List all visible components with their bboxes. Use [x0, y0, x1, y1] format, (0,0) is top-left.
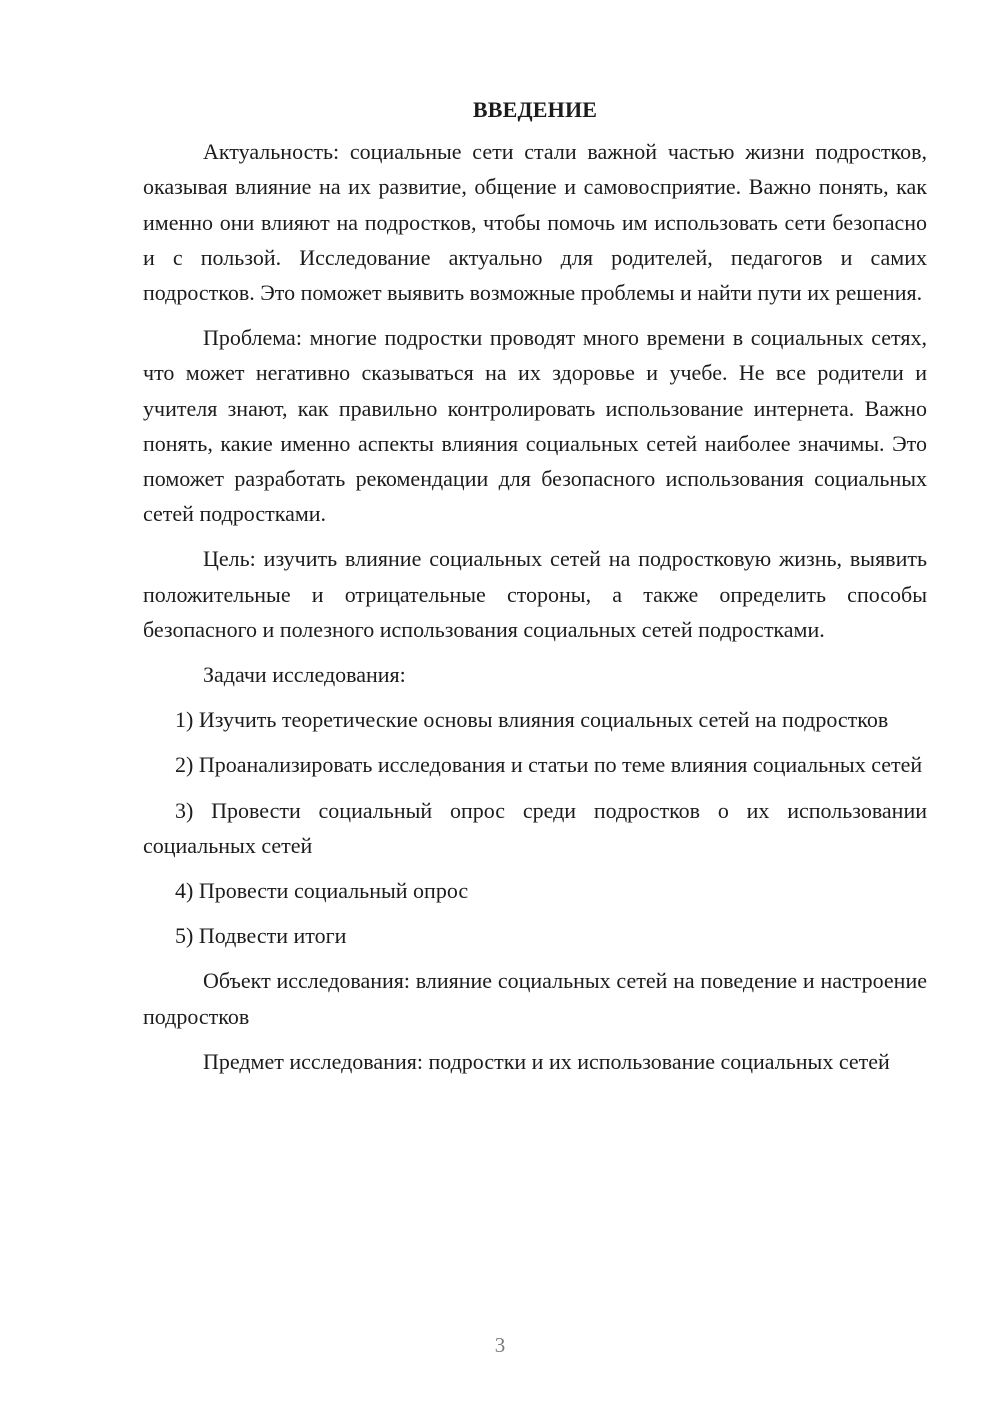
- page-number: 3: [494, 1333, 506, 1357]
- relevance-paragraph: Актуальность: социальные сети стали важной частью жизни подростков, оказывая влияние на их развитие, общение и самовосприятие. Важно понять, как именно они влияют на подростков, чтобы помочь им использовать сети безопасно и с пользой. Исследование актуально для родителей, педагогов и самих подростков. Это поможет выявить возможные проблемы и найти пути их решения.: [143, 139, 927, 306]
- list-item: 5) Подвести итоги: [175, 923, 347, 949]
- list-item: 2) Проанализировать исследования и статьи по теме влияния социальных сетей: [175, 752, 923, 778]
- section-title: ВВЕДЕНИЕ: [472, 97, 598, 122]
- tasks-list: [143, 702, 927, 953]
- subject-paragraph: Предмет исследования: подростки и их использование социальных сетей: [203, 1048, 890, 1074]
- page-number-container: [35, 1333, 1000, 1358]
- goal-paragraph: Цель: изучить влияние социальных сетей на подростковую жизнь, выявить положительные и отрицательные стороны, а также определить способы безопасного и полезного использования социальных сетей подростками.: [143, 546, 927, 642]
- object-paragraph: Объект исследования: влияние социальных сетей на поведение и настроение подростков: [143, 968, 927, 1029]
- list-item: 1) Изучить теоретические основы влияния социальных сетей на подростков: [175, 707, 889, 733]
- tasks-heading: Задачи исследования:: [203, 662, 406, 688]
- page-content: [143, 92, 927, 1089]
- list-item: 3) Провести социальный опрос среди подростков о их использовании социальных сетей: [143, 797, 927, 858]
- list-item: 4) Провести социальный опрос: [175, 878, 469, 904]
- problem-paragraph: Проблема: многие подростки проводят много времени в социальных сетях, что может негативно сказываться на их здоровье и учебе. Не все родители и учителя знают, как правильно контролировать использование интернета. Важно понять, какие именно аспекты влияния социальных сетей наиболее значимы. Это поможет разработать рекомендации для безопасного использования социальных сетей подростками.: [143, 325, 927, 527]
